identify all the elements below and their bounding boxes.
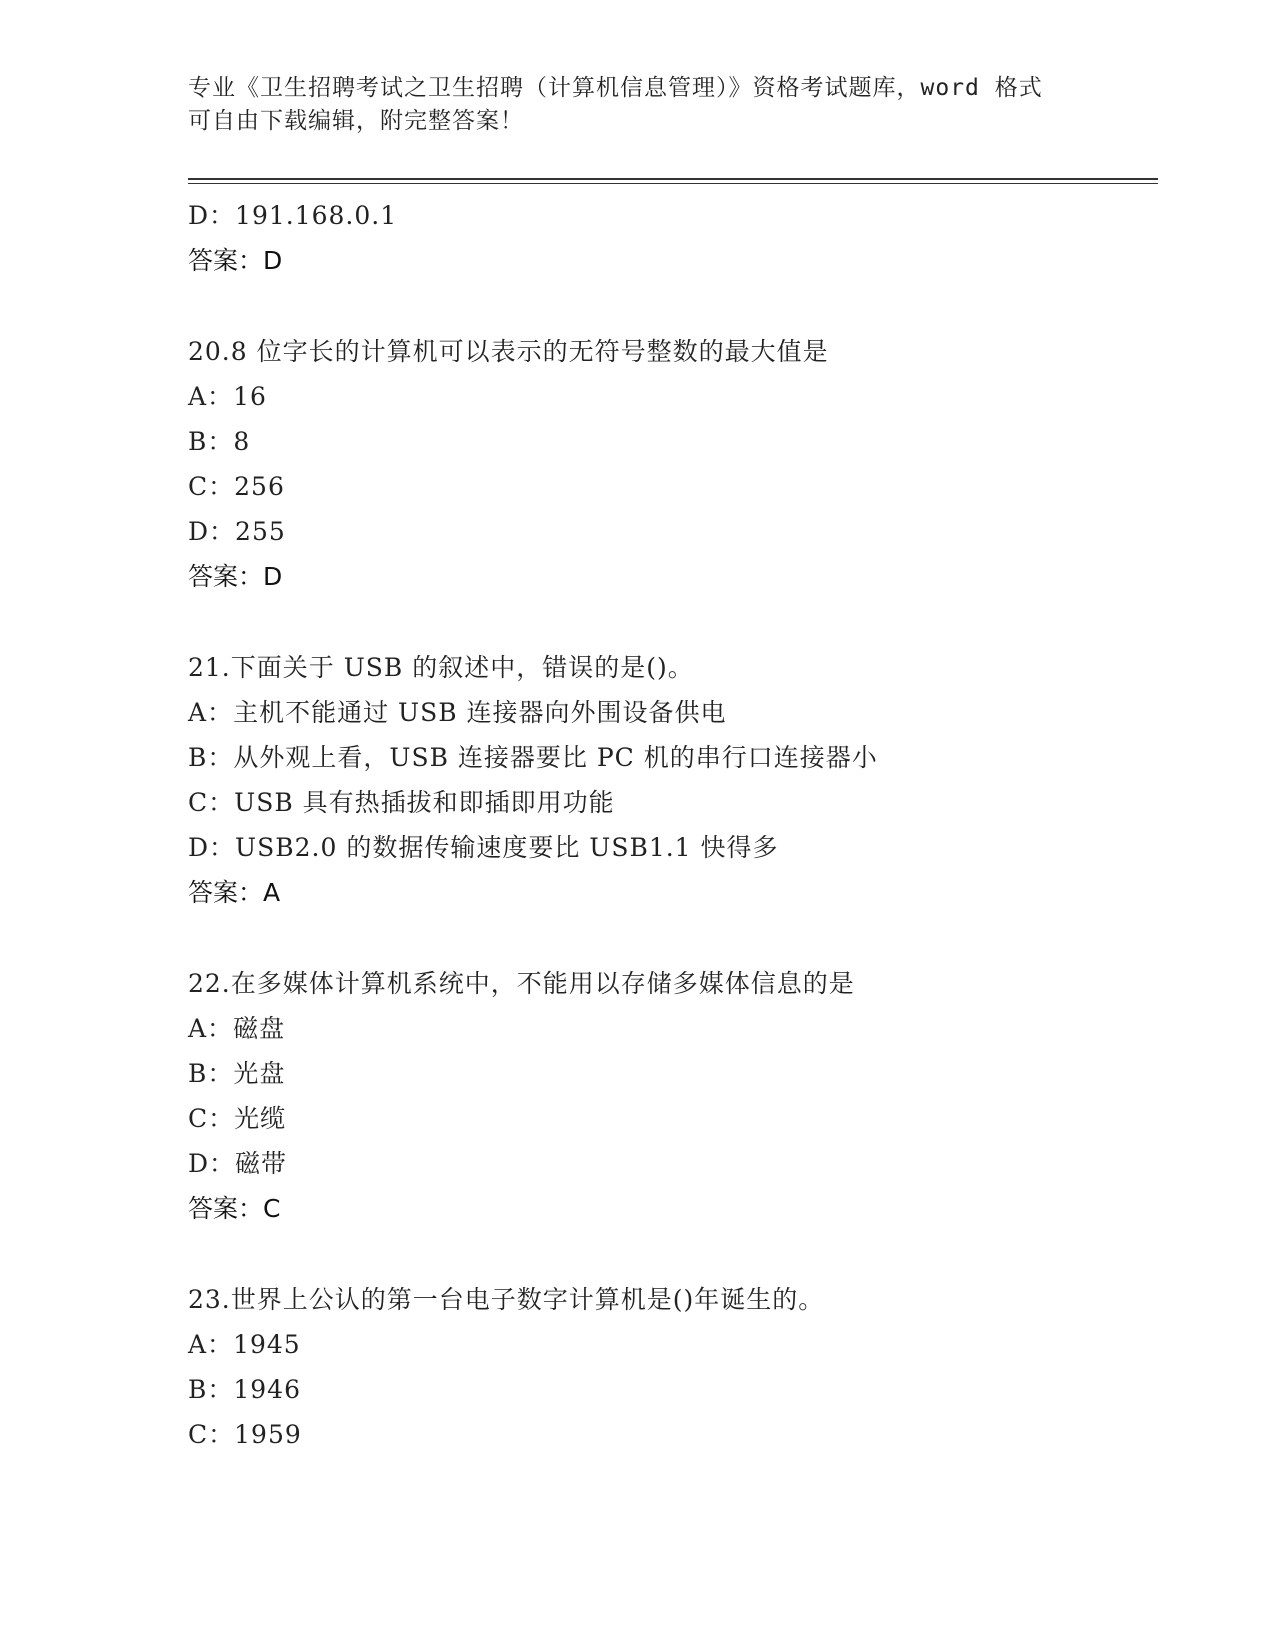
question-content	[188, 193, 1168, 1457]
option-letter: A：	[188, 382, 234, 411]
option-text: USB 具有热插拔和即插即用功能	[234, 788, 615, 817]
option-text: USB2.0 的数据传输速度要比 USB1.1 快得多	[235, 833, 779, 862]
option-letter: A：	[188, 1014, 234, 1043]
option-b	[188, 735, 1168, 780]
option-letter: D：	[188, 201, 236, 230]
option-text: 光盘	[233, 1059, 286, 1088]
option-letter: B：	[188, 743, 234, 772]
option-letter: D：	[188, 833, 236, 862]
option-d	[188, 509, 1168, 554]
option-a	[188, 1006, 1168, 1051]
answer-label: 答案：	[188, 562, 264, 591]
option-text: 191.168.0.1	[235, 201, 398, 230]
option-letter: A：	[188, 1330, 234, 1359]
option-text: 从外观上看，USB 连接器要比 PC 机的串行口连接器小	[233, 743, 878, 772]
option-letter: D：	[188, 517, 236, 546]
option-text: 主机不能通过 USB 连接器向外围设备供电	[233, 698, 727, 727]
option-text: 8	[233, 427, 251, 456]
header-title-line-2: 可自由下载编辑，附完整答案！	[188, 108, 524, 134]
question-stem: 20.8 位字长的计算机可以表示的无符号整数的最大值是	[188, 337, 829, 366]
prev-answer	[188, 238, 1168, 283]
option-b	[188, 1367, 1168, 1412]
option-text: 磁带	[235, 1149, 288, 1178]
question-20	[188, 329, 1168, 599]
option-text: 255	[235, 517, 286, 546]
question-23	[188, 1277, 1168, 1457]
answer	[188, 870, 1168, 915]
question-21	[188, 645, 1168, 915]
option-letter: B：	[188, 1059, 234, 1088]
option-c	[188, 1412, 1168, 1457]
option-c	[188, 1096, 1168, 1141]
answer-value: A	[263, 878, 281, 907]
option-letter: B：	[188, 1375, 234, 1404]
question-stem: 21.下面关于 USB 的叙述中，错误的是()。	[188, 653, 694, 682]
option-text: 磁盘	[233, 1014, 286, 1043]
prev-option-d	[188, 193, 1168, 238]
option-text: 1959	[234, 1420, 302, 1449]
option-letter: A：	[188, 698, 234, 727]
answer-label: 答案：	[188, 878, 264, 907]
answer-value: D	[263, 562, 283, 591]
option-c	[188, 780, 1168, 825]
option-letter: C：	[188, 1420, 235, 1449]
option-letter: C：	[188, 1104, 235, 1133]
option-text: 1945	[233, 1330, 301, 1359]
option-b	[188, 419, 1168, 464]
question-stem: 22.在多媒体计算机系统中，不能用以存储多媒体信息的是	[188, 969, 855, 998]
document-header	[188, 72, 1088, 138]
answer-value: D	[263, 246, 283, 275]
option-c	[188, 464, 1168, 509]
option-text: 1946	[233, 1375, 301, 1404]
answer-value: C	[263, 1194, 281, 1223]
option-text: 16	[233, 382, 267, 411]
option-text: 光缆	[234, 1104, 287, 1133]
header-title-line-1: 专业《卫生招聘考试之卫生招聘（计算机信息管理）》资格考试题库，word 格式	[188, 75, 1043, 101]
header-divider-thin	[188, 183, 1158, 184]
answer	[188, 1186, 1168, 1231]
option-a	[188, 690, 1168, 735]
option-a	[188, 374, 1168, 419]
question-stem: 23.世界上公认的第一台电子数字计算机是()年诞生的。	[188, 1285, 825, 1314]
option-d	[188, 1141, 1168, 1186]
header-divider-thick	[188, 178, 1158, 180]
answer	[188, 554, 1168, 599]
option-b	[188, 1051, 1168, 1096]
option-letter: C：	[188, 472, 235, 501]
option-letter: C：	[188, 788, 235, 817]
question-22	[188, 961, 1168, 1231]
option-letter: D：	[188, 1149, 236, 1178]
answer-label: 答案：	[188, 246, 264, 275]
answer-label: 答案：	[188, 1194, 264, 1223]
option-a	[188, 1322, 1168, 1367]
option-d	[188, 825, 1168, 870]
option-text: 256	[234, 472, 285, 501]
option-letter: B：	[188, 427, 234, 456]
